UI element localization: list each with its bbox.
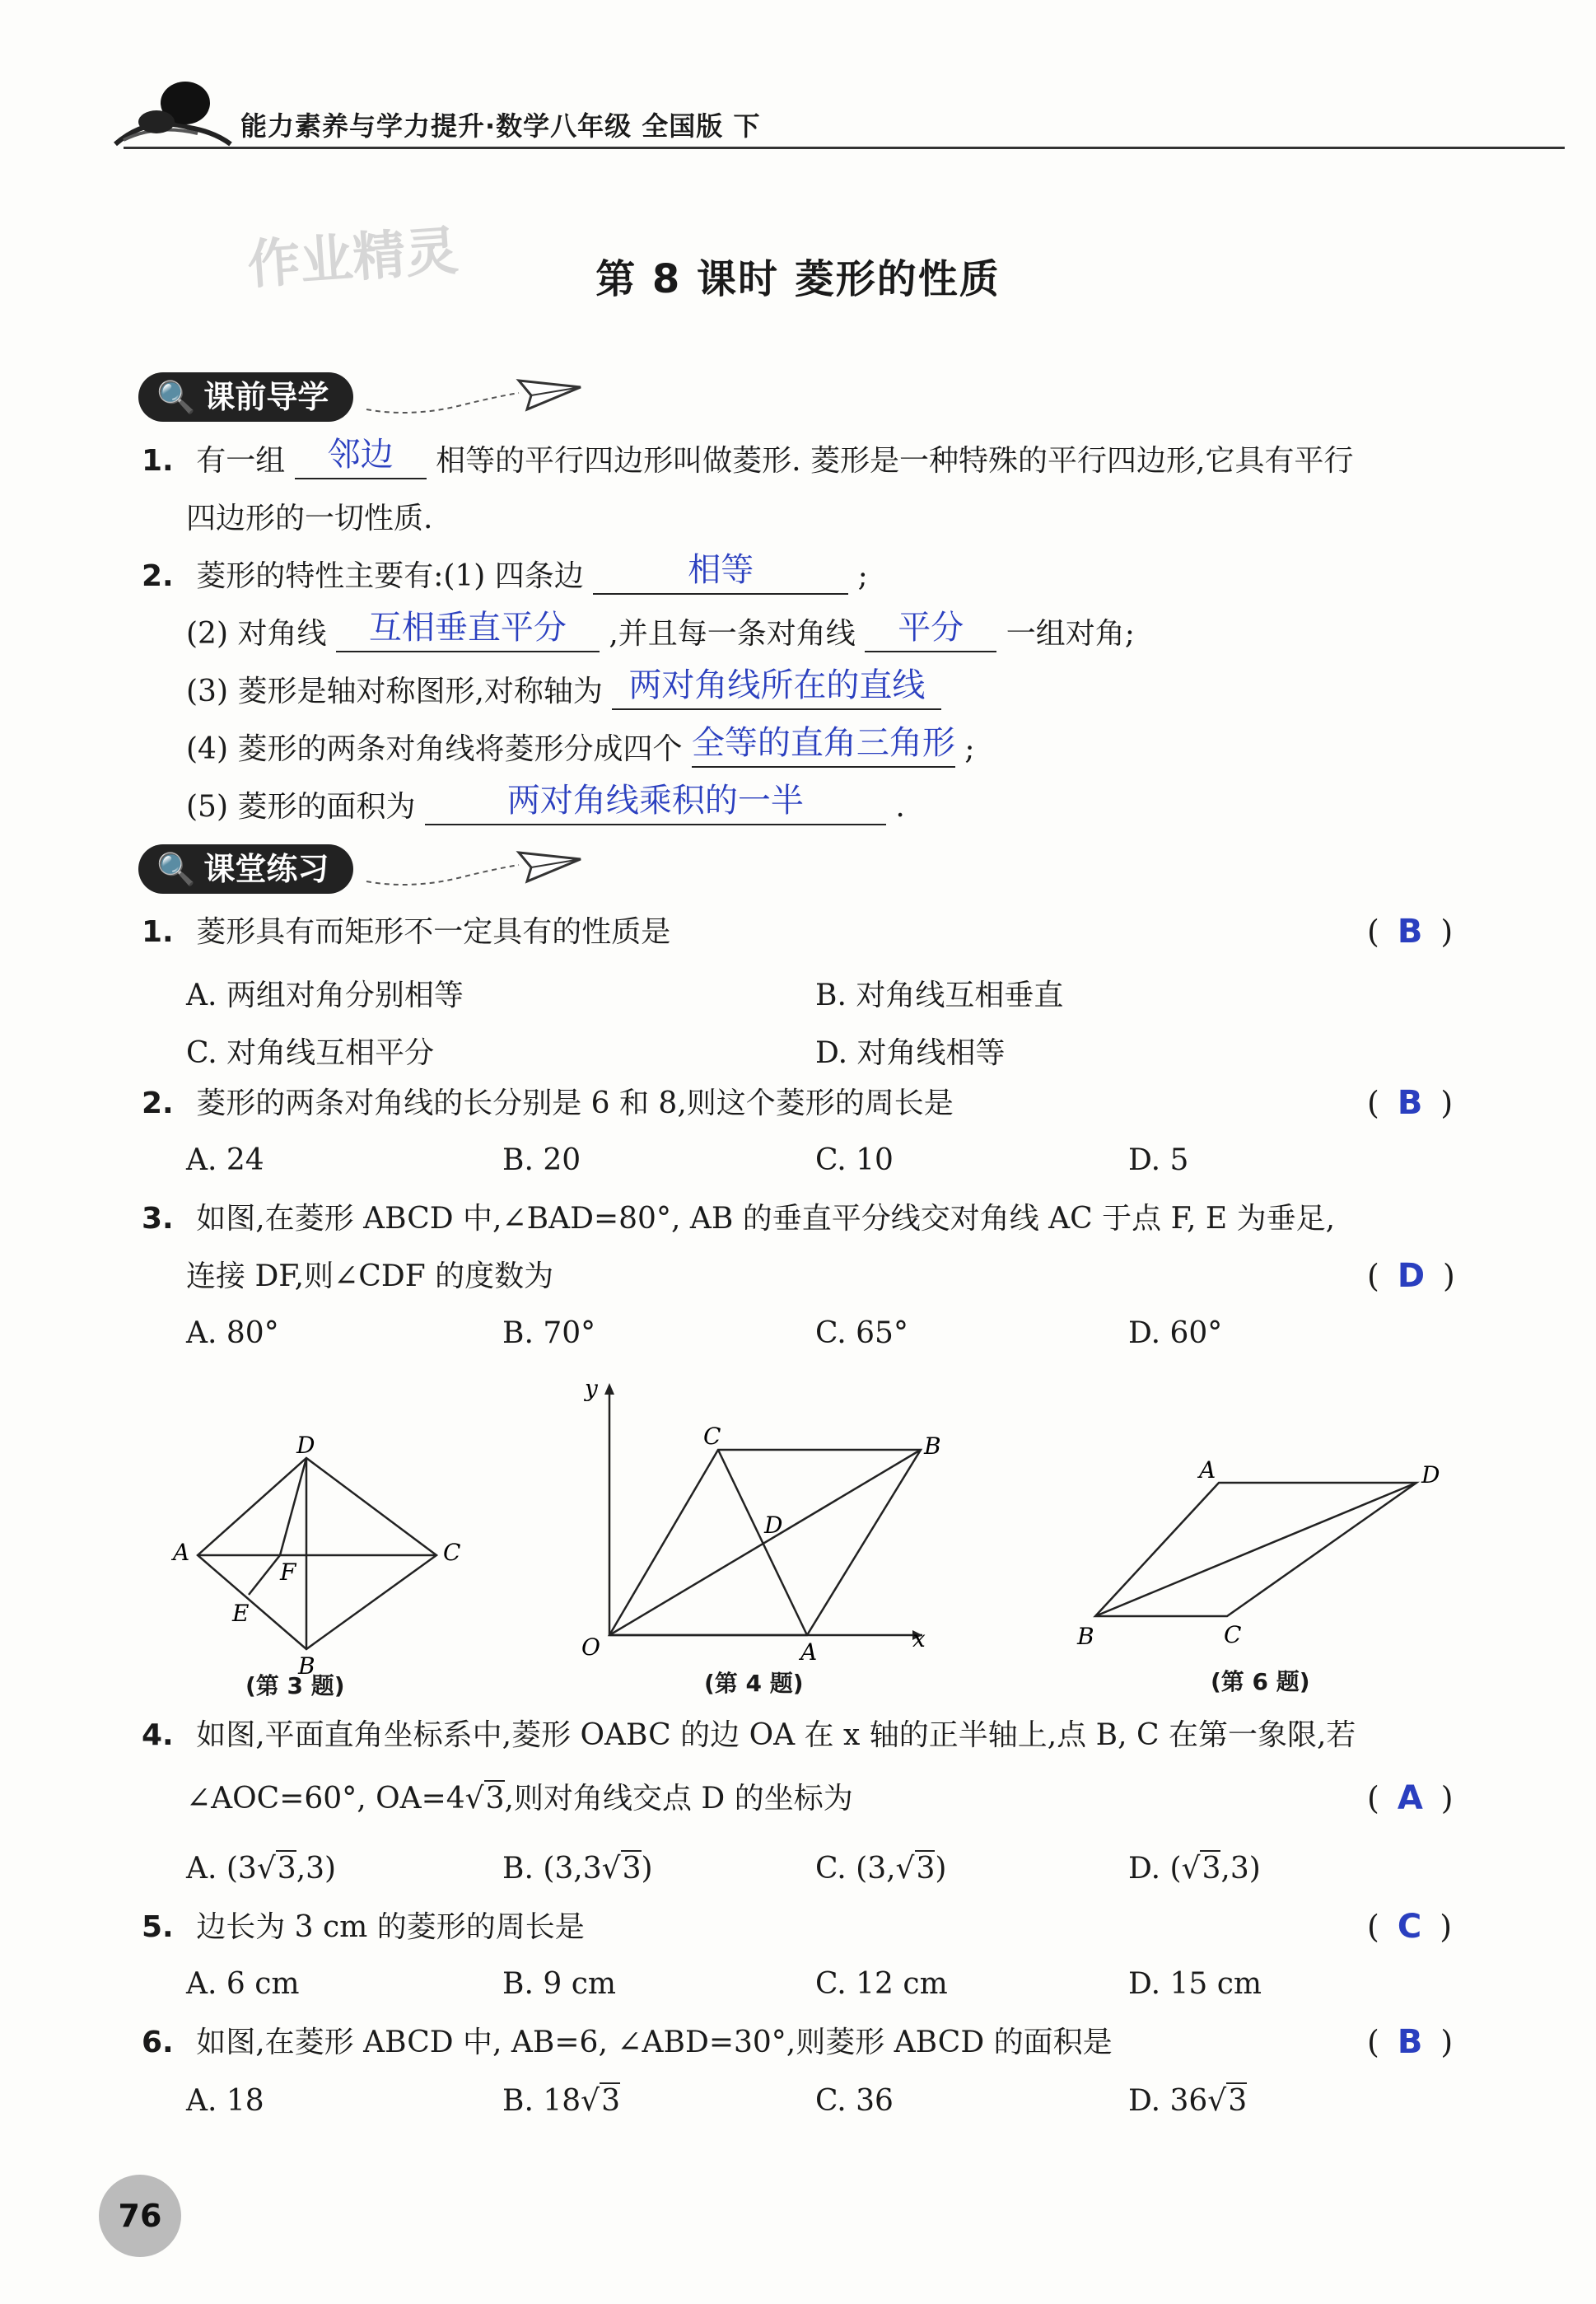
option-c: C. (3,√3): [815, 1852, 947, 1886]
figure-4: [576, 1372, 955, 1671]
answer-box-2: ( B ): [1367, 1084, 1454, 1122]
option-d: D. 对角线相等: [815, 1036, 1006, 1070]
option-b: B. 20: [502, 1143, 581, 1177]
option-a: A. 80°: [186, 1316, 279, 1350]
option-c: C. 对角线互相平分: [186, 1036, 435, 1070]
handwritten-answer: 平分: [898, 609, 964, 647]
axis-label-x: x: [912, 1625, 926, 1652]
answer-box-3: ( D ): [1367, 1257, 1455, 1295]
class-question-6: 6. 如图,在菱形 ABCD 中, AB=6, ∠ABD=30°,则菱形 ABCD 的面积是: [142, 2026, 1113, 2059]
class-question-3: 3. 如图,在菱形 ABCD 中,∠BAD=80°, AB 的垂直平分线交对角线 AC 于点 F, E 为垂足,: [142, 1202, 1336, 1236]
class-question-3-cont: 连接 DF,则∠CDF 的度数为: [186, 1259, 554, 1293]
point-label-a: A: [800, 1638, 818, 1666]
header-text: 能力素养与学力提升·数学八年级 全国版 下: [240, 110, 761, 142]
handwritten-answer: 互相垂直平分: [368, 609, 567, 647]
handwritten-answer: B: [1397, 2023, 1423, 2061]
section-badge-pre: [138, 372, 353, 422]
point-label-f: F: [280, 1559, 296, 1586]
answer-box-1: ( B ): [1367, 913, 1454, 951]
paper-plane-icon: [362, 372, 585, 425]
point-label-d: D: [764, 1512, 783, 1539]
handwritten-answer: 两对角线所在的直线: [628, 666, 926, 704]
point-label-e: E: [232, 1600, 250, 1627]
point-label-a: A: [173, 1539, 190, 1566]
option-c: C. 36: [815, 2084, 894, 2118]
pre-question-2-line4: (4) 菱形的两条对角线将菱形分成四个 全等的直角三角形 ;: [186, 724, 975, 766]
figure-6-caption: (第 6 题): [1211, 1668, 1310, 1695]
axis-label-y: y: [585, 1375, 598, 1402]
figure-6: [1062, 1450, 1466, 1667]
point-label-c: C: [443, 1539, 461, 1566]
option-c: C. 65°: [815, 1316, 908, 1350]
handwritten-answer: C: [1397, 1908, 1422, 1946]
option-b: B. 对角线互相垂直: [815, 979, 1064, 1012]
handwritten-answer: 相等: [688, 551, 754, 589]
option-a: A. 两组对角分别相等: [186, 979, 464, 1012]
answer-box-4: ( A ): [1367, 1779, 1454, 1817]
point-label-b: B: [1077, 1623, 1094, 1650]
option-d: D. 60°: [1128, 1316, 1223, 1350]
header-logo: [107, 66, 239, 157]
option-c: C. 10: [815, 1143, 894, 1177]
option-d: D. 5: [1128, 1143, 1189, 1177]
fill-blank: [612, 666, 941, 710]
point-label-b: B: [924, 1432, 941, 1460]
watermark: 作业精灵: [245, 221, 460, 297]
page-number: 76: [99, 2175, 181, 2257]
option-b: B. 18√3: [502, 2084, 621, 2118]
option-a: A. 6 cm: [186, 1967, 300, 2001]
fill-blank: [425, 782, 886, 825]
option-a: A. 24: [186, 1143, 264, 1177]
section-badge-class: [138, 844, 353, 894]
pre-question-2-line5: (5) 菱形的面积为 两对角线乘积的一半 .: [186, 782, 905, 824]
search-icon: 🔍: [156, 379, 196, 415]
class-question-2: 2. 菱形的两条对角线的长分别是 6 和 8,则这个菱形的周长是: [142, 1087, 954, 1120]
header-divider: [124, 147, 1565, 149]
fill-blank: [691, 724, 955, 768]
section-title-class: 课堂练习: [203, 851, 329, 887]
pre-question-2-line2: (2) 对角线 互相垂直平分 ,并且每一条对角线 平分 一组对角;: [186, 609, 1135, 651]
option-d: D. 15 cm: [1128, 1967, 1262, 2001]
point-label-c: C: [1224, 1621, 1242, 1648]
class-question-4-cont: ∠AOC=60°, OA=4√3,则对角线交点 D 的坐标为: [186, 1782, 853, 1816]
page-title: 第 8 课时 菱形的性质: [595, 256, 1001, 302]
class-question-5: 5. 边长为 3 cm 的菱形的周长是: [142, 1910, 585, 1944]
figure-3-caption: (第 3 题): [245, 1672, 345, 1699]
point-label-c: C: [703, 1423, 721, 1450]
pre-question-2: 2. 菱形的特性主要有:(1) 四条边 相等 ;: [142, 551, 868, 593]
class-question-4: 4. 如图,平面直角坐标系中,菱形 OABC 的边 OA 在 x 轴的正半轴上,点 B, C 在第一象限,若: [142, 1718, 1356, 1752]
fill-blank: [865, 609, 996, 652]
pre-question-2-line3: (3) 菱形是轴对称图形,对称轴为 两对角线所在的直线: [186, 674, 941, 710]
point-label-a: A: [1199, 1456, 1216, 1484]
handwritten-answer: 全等的直角三角形: [691, 724, 955, 762]
handwritten-answer: 邻边: [327, 436, 394, 474]
option-d: D. 36√3: [1128, 2084, 1248, 2118]
section-title-pre: 课前导学: [203, 379, 329, 415]
answer-box-6: ( B ): [1367, 2023, 1454, 2061]
option-b: B. (3,3√3): [502, 1852, 653, 1886]
point-label-b: B: [298, 1652, 315, 1680]
option-c: C. 12 cm: [815, 1967, 948, 2001]
pre-question-1: 1. 有一组 邻边 相等的平行四边形叫做菱形. 菱形是一种特殊的平行四边形,它具有平行: [142, 436, 1354, 478]
handwritten-answer: 两对角线乘积的一半: [506, 782, 804, 820]
fill-blank: [336, 609, 600, 652]
point-label-d: D: [296, 1432, 315, 1459]
pre-question-1-cont: 四边形的一切性质.: [186, 502, 433, 535]
option-d: D. (√3,3): [1128, 1852, 1261, 1886]
figure-3: [165, 1432, 461, 1680]
point-label-o: O: [581, 1633, 600, 1661]
handwritten-answer: D: [1397, 1257, 1426, 1295]
point-label-d: D: [1421, 1461, 1440, 1488]
answer-box-5: ( C ): [1367, 1908, 1453, 1946]
paper-plane-icon: [362, 844, 585, 897]
option-b: B. 70°: [502, 1316, 596, 1350]
figure-4-caption: (第 4 题): [704, 1670, 804, 1697]
handwritten-answer: B: [1397, 913, 1423, 951]
search-icon: 🔍: [156, 851, 196, 887]
option-b: B. 9 cm: [502, 1967, 616, 2001]
fill-blank: [593, 551, 848, 595]
handwritten-answer: B: [1397, 1084, 1423, 1122]
handwritten-answer: A: [1397, 1779, 1423, 1817]
class-question-1: 1. 菱形具有而矩形不一定具有的性质是: [142, 915, 671, 949]
option-a: A. 18: [186, 2084, 264, 2118]
fill-blank: [295, 436, 427, 479]
option-a: A. (3√3,3): [186, 1852, 337, 1886]
